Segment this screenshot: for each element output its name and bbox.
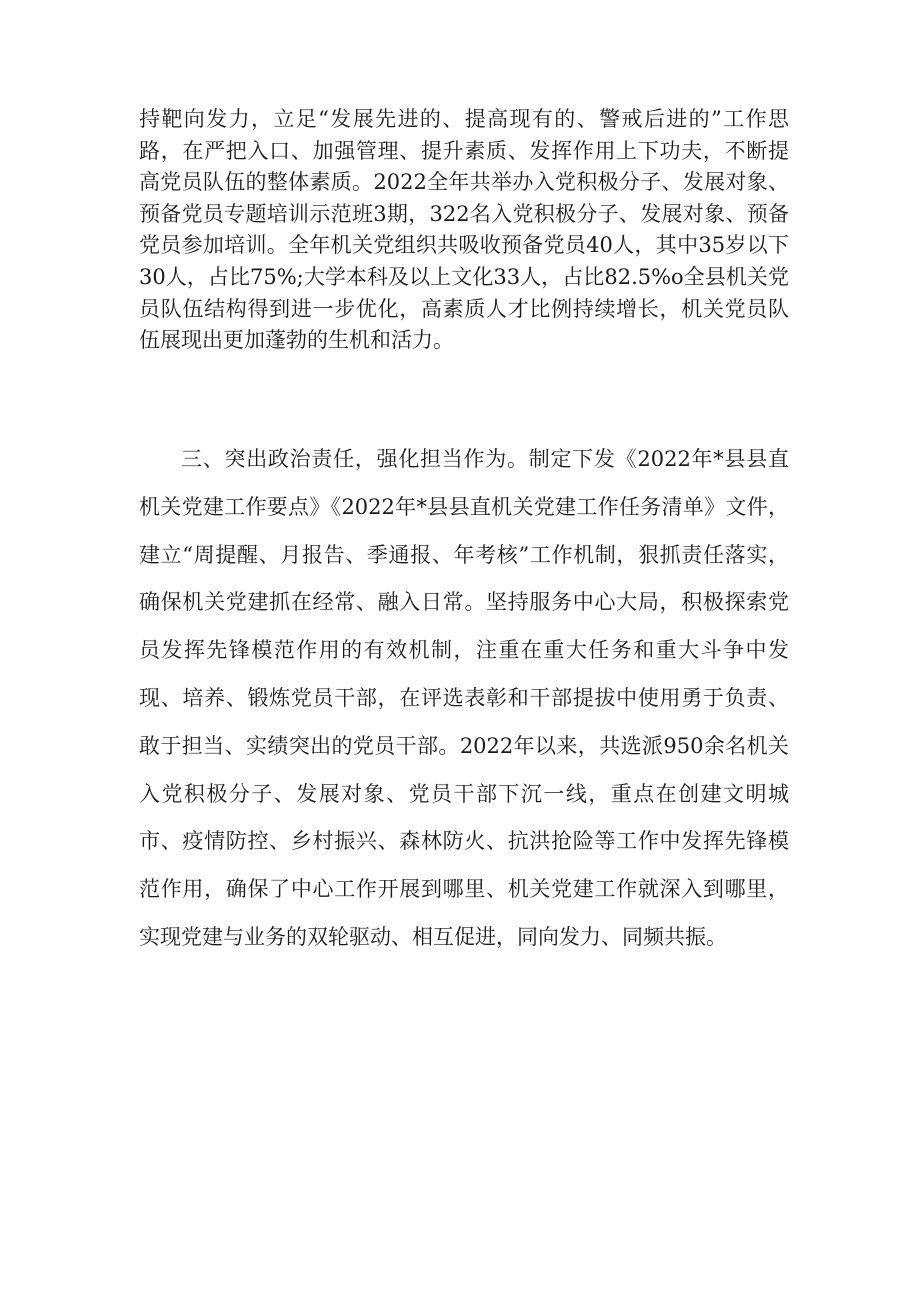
paragraph-continuation: 持靶向发力，立足“发展先进的、提高现有的、警戒后进的”工作思路，在严把入口、加强管理、提升素质、发挥作用上下功夫，不断提高党员队伍的整体素质。2022全年共举办入党积极分子、发展对象、预备党员专题培训示范班3期，322名入党积极分子、发展对象、预备党员参加培训。全年机关党组织共吸收预备党员40人，其中35岁以下30人，占比75%;大学本科及以上文化33人，占比82.5%o全县机关党员队伍结构得到进一步优化，高素质人才比例持续增长，机关党员队伍展现出更加蓬勃的生机和活力。 (139, 107, 789, 353)
paragraph-section-three: 三、突出政治责任，强化担当作为。制定下发《2022年*县县直机关党建工作要点》《2022年*县县直机关党建工作任务清单》文件，建立“周提醒、月报告、季通报、年考核”工作机制，狠抓责任落实，确保机关党建抓在经常、融入日常。坚持服务中心大局，积极探索党员发挥先锋模范作用的有效机制，注重在重大任务和重大斗争中发现、培养、锻炼党员干部，在评选表彰和干部提拔中使用勇于负责、敢于担当、实绩突出的党员干部。2022年以来，共选派950余名机关入党积极分子、发展对象、党员干部下沉一线，重点在创建文明城市、疫情防控、乡村振兴、森林防火、抗洪抢险等工作中发挥先锋模范作用，确保了中心工作开展到哪里、机关党建工作就深入到哪里，实现党建与业务的双轮驱动、相互促进，同向发力、同频共振。 (139, 447, 789, 949)
